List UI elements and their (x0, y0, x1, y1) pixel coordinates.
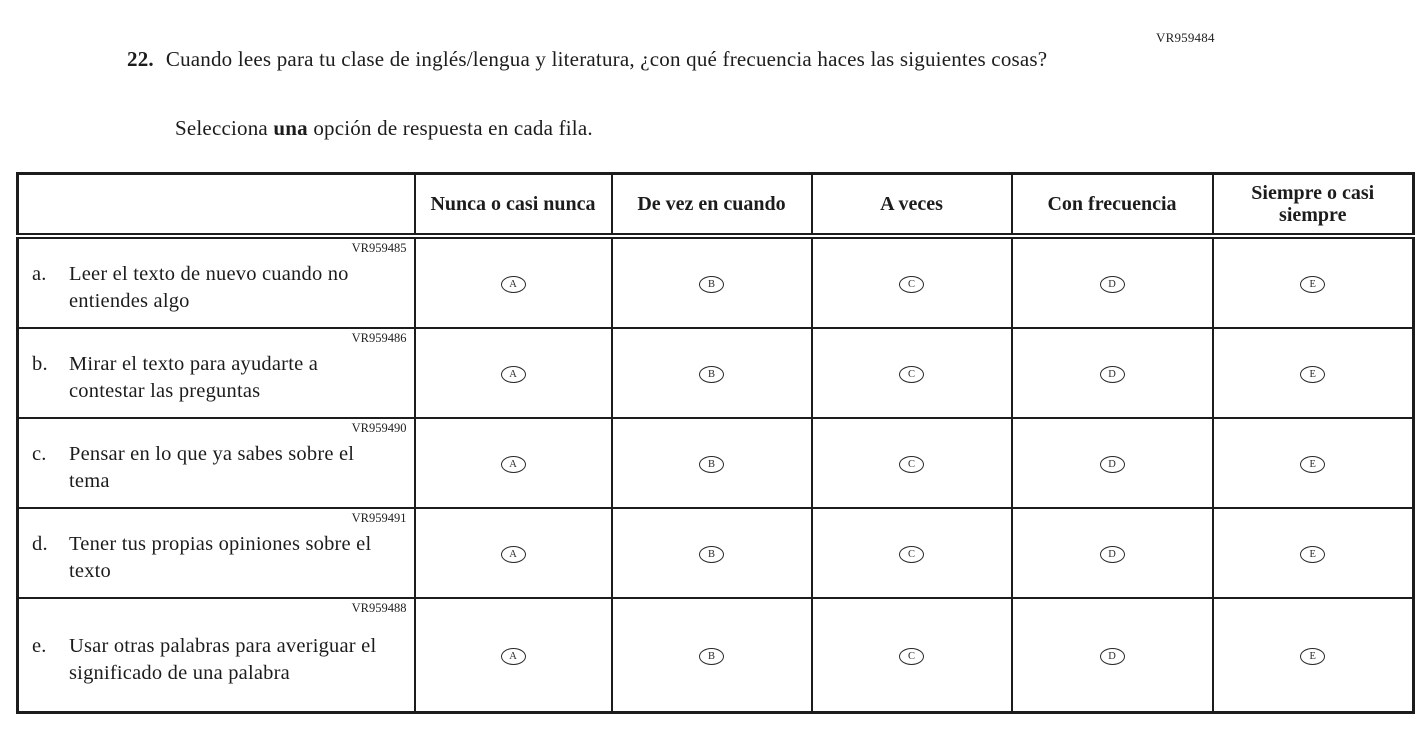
option-bubble-e[interactable]: E (1300, 456, 1325, 473)
option-bubble-d[interactable]: D (1100, 546, 1125, 563)
option-bubble-b[interactable]: B (699, 276, 724, 293)
option-bubble-b[interactable]: B (699, 366, 724, 383)
instruction-text (175, 116, 593, 141)
option-bubble-e[interactable]: E (1300, 366, 1325, 383)
table-row-a (18, 236, 1414, 328)
question-number: 22. (127, 47, 154, 71)
instruction-suffix: opción de respuesta en cada fila. (307, 116, 593, 140)
header-row (18, 174, 1414, 237)
option-bubble-a[interactable]: A (501, 648, 526, 665)
option-bubble-c[interactable]: C (899, 648, 924, 665)
row-text: Usar otras palabras para averiguar el significado de una palabra (69, 634, 377, 685)
response-matrix-table (16, 172, 1415, 714)
option-bubble-c[interactable]: C (899, 276, 924, 293)
table-row-c (18, 418, 1414, 508)
row-text: Leer el texto de nuevo cuando no entiendes algo (69, 262, 349, 313)
option-bubble-a[interactable]: A (501, 276, 526, 293)
instruction-prefix: Selecciona (175, 116, 274, 140)
option-bubble-b[interactable]: B (699, 546, 724, 563)
table-row-e (18, 598, 1414, 713)
table-row-b (18, 328, 1414, 418)
question-text: Cuando lees para tu clase de inglés/lengua y literatura, ¿con qué frecuencia haces las siguientes cosas? (165, 47, 1048, 71)
column-header-con-frecuencia: Con frecuencia (1012, 174, 1213, 237)
row-letter: a. (32, 262, 47, 285)
option-bubble-b[interactable]: B (699, 456, 724, 473)
column-header-nunca: Nunca o casi nunca (415, 174, 612, 237)
row-vr-code: VR959485 (351, 241, 407, 255)
option-bubble-e[interactable]: E (1300, 276, 1325, 293)
row-letter: b. (32, 352, 48, 375)
row-vr-code: VR959490 (351, 421, 407, 435)
corner-cell (18, 174, 415, 237)
row-text: Tener tus propias opiniones sobre el texto (69, 532, 372, 583)
option-bubble-d[interactable]: D (1100, 276, 1125, 293)
option-bubble-b[interactable]: B (699, 648, 724, 665)
option-bubble-a[interactable]: A (501, 366, 526, 383)
option-bubble-e[interactable]: E (1300, 546, 1325, 563)
row-vr-code: VR959488 (351, 601, 407, 615)
column-header-de-vez: De vez en cuando (612, 174, 812, 237)
row-vr-code: VR959491 (351, 511, 407, 525)
option-bubble-d[interactable]: D (1100, 648, 1125, 665)
option-bubble-e[interactable]: E (1300, 648, 1325, 665)
option-bubble-c[interactable]: C (899, 456, 924, 473)
question-block (127, 45, 1076, 74)
option-bubble-c[interactable]: C (899, 546, 924, 563)
row-vr-code: VR959486 (351, 331, 407, 345)
row-text: Mirar el texto para ayudarte a contestar las preguntas (69, 352, 319, 403)
option-bubble-d[interactable]: D (1100, 366, 1125, 383)
option-bubble-a[interactable]: A (501, 546, 526, 563)
row-letter: d. (32, 532, 48, 555)
option-bubble-c[interactable]: C (899, 366, 924, 383)
row-letter: c. (32, 442, 47, 465)
row-text: Pensar en lo que ya sabes sobre el tema (69, 442, 355, 493)
instruction-bold-word: una (273, 116, 308, 140)
page-vr-code: VR959484 (1156, 30, 1215, 45)
option-bubble-a[interactable]: A (501, 456, 526, 473)
column-header-a-veces: A veces (812, 174, 1012, 237)
option-bubble-d[interactable]: D (1100, 456, 1125, 473)
column-header-siempre: Siempre o casi siempre (1213, 174, 1414, 237)
table-row-d (18, 508, 1414, 598)
row-letter: e. (32, 634, 47, 657)
